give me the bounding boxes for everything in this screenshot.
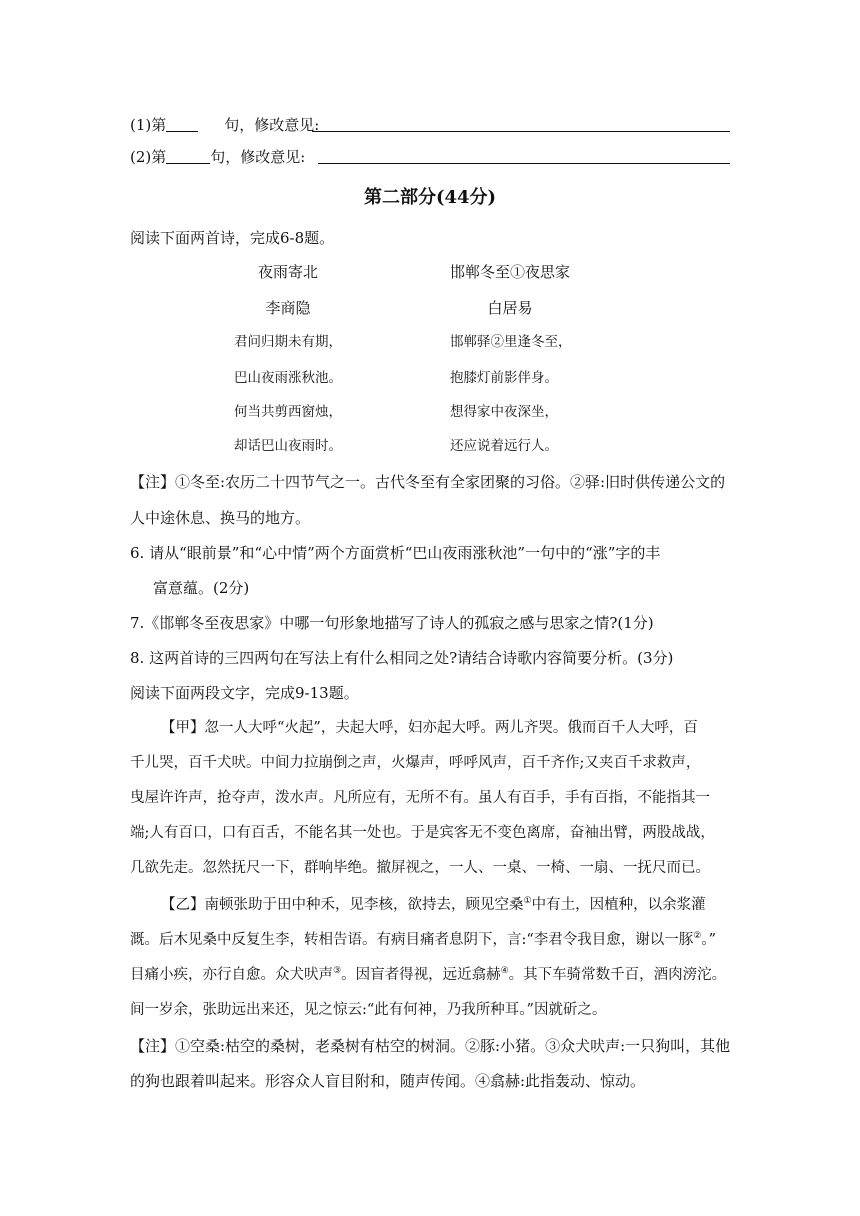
question-6-line-2: 富意蕴。(2分) [153, 579, 250, 597]
poem2-title: 邯郸冬至①夜思家 [449, 263, 570, 281]
poem1-line-1: 君问归期未有期， [234, 334, 342, 350]
passage-yi-line-4: 间一岁余，张助远出来还，见之惊云:“此有何神，乃我所种耳。”因就斫之。 [130, 1002, 607, 1018]
question-7: 7.《邯郸冬至夜思家》中哪一句形象地描写了诗人的孤寂之感与思家之情?(1分) [130, 614, 654, 632]
footnote-ref-2: ② [693, 931, 702, 942]
passage-yi-line-1: 【乙】南顿张助于田中种禾，见李核，欲持去，顾见空桑①中有土，因植种，以余浆灌 [161, 896, 706, 913]
poem2-line-3: 想得家中夜深坐， [450, 404, 558, 420]
passage-yi-line-2: 溉。后木见桑中反复生李，转相告语。有病目痛者息阴下，言:“李君令我目愈，谢以一豚②。” [130, 931, 717, 948]
passage-jia-line-4: 端;人有百口，口有百舌，不能名其一处也。于是宾客无不变色离席，奋袖出臂，两股战战， [130, 825, 715, 841]
poem1-line-4: 却话巴山夜雨时。 [234, 438, 342, 454]
poem1-line-2: 巴山夜雨涨秋池。 [234, 370, 342, 386]
section-title: 第二部分(44分) [363, 187, 497, 208]
passage-jia-line-1: 【甲】忽一人大呼“火起”，夫起大呼，妇亦起大呼。两儿齐哭。俄而百千人大呼，百 [161, 720, 698, 736]
revision-line-1: (1)第 句，修改意见: [130, 116, 320, 134]
footnote-ref-1: ① [523, 896, 532, 907]
question-8: 8. 这两首诗的三四两句在写法上有什么相同之处?请结合诗歌内容简要分析。(3分) [130, 649, 674, 667]
passage-note-line-2: 的狗也跟着叫起来。形容众人盲目附和，随声传闻。④翕赫:此指轰动、惊动。 [130, 1072, 646, 1090]
sentence-number-blank-1[interactable] [166, 117, 198, 132]
sentence-number-blank-2[interactable] [166, 149, 210, 164]
footnote-ref-3: ③ [333, 966, 342, 977]
instruction-passages: 阅读下面两段文字，完成9-13题。 [130, 684, 359, 702]
passage-yi-line-3: 目痛小疾，亦行自愈。众犬吠声③。因盲者得视，远近翕赫④。其下车骑常数千百，酒肉滂沱。 [130, 966, 727, 983]
poem2-author: 白居易 [487, 299, 533, 317]
poem2-line-4: 还应说着远行人。 [450, 438, 558, 454]
poem1-title: 夜雨寄北 [257, 263, 318, 281]
poem1-author: 李商隐 [265, 299, 311, 317]
passage-jia-line-2: 千儿哭，百千犬吠。中间力拉崩倒之声，火爆声，呼呼风声，百千齐作;又夹百千求救声， [130, 755, 701, 771]
poem2-line-2: 抱膝灯前影伴身。 [450, 370, 558, 386]
revision-answer-line-2[interactable] [318, 163, 730, 164]
passage-note-line-1: 【注】①空桑:枯空的桑树，老桑树有枯空的树洞。②豚:小猪。③众犬吠声:一只狗叫，其他 [130, 1037, 731, 1055]
question-6-line-1: 6. 请从“眼前景”和“心中情”两个方面赏析“巴山夜雨涨秋池”一句中的“涨”字的丰 [130, 544, 661, 562]
poem1-line-3: 何当共剪西窗烛， [234, 404, 342, 420]
instruction-poems: 阅读下面两首诗，完成6-8题。 [130, 229, 335, 247]
footnote-ref-4: ④ [500, 966, 509, 977]
passage-jia-line-5: 几欲先走。忽然抚尺一下，群响毕绝。撤屏视之，一人、一桌、一椅、一扇、一抚尺而已。 [130, 860, 710, 876]
poem-note-line-1: 【注】①冬至:农历二十四节气之一。古代冬至有全家团聚的习俗。②驿:旧时供传递公文的 [130, 473, 726, 491]
poem-note-line-2: 人中途休息、换马的地方。 [130, 509, 311, 527]
revision-line-2: (2)第 句，修改意见: [130, 148, 306, 166]
revision-answer-line-1[interactable] [312, 131, 730, 132]
poem2-line-1: 邯郸驿②里逢冬至， [450, 334, 572, 350]
passage-jia-line-3: 曳屋许许声，抢夺声，泼水声。凡所应有，无所不有。虽人有百手，手有百指，不能指其一 [130, 790, 710, 806]
